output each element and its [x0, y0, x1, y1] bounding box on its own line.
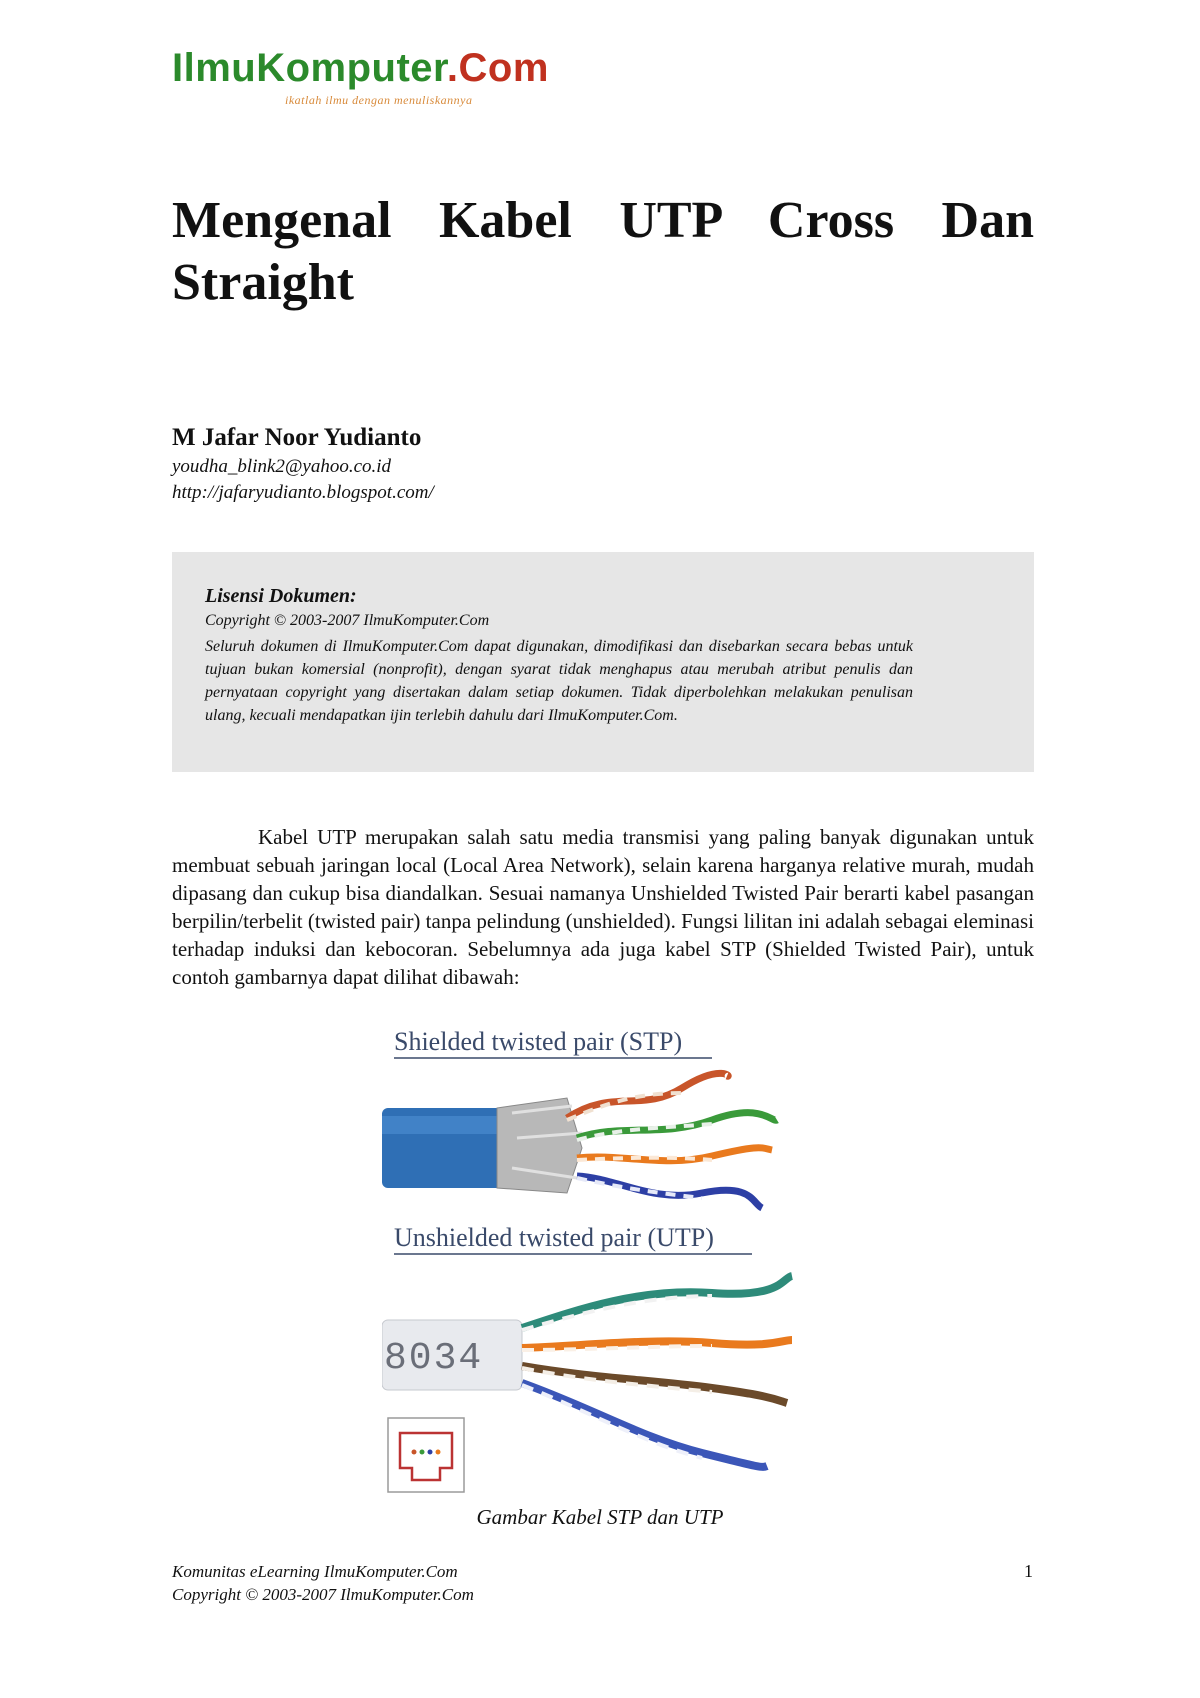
license-copyright: Copyright © 2003-2007 IlmuKomputer.Com	[205, 612, 490, 629]
footer-community: Komunitas eLearning IlmuKomputer.Com	[172, 1562, 458, 1581]
figure-caption: Gambar Kabel STP dan UTP	[476, 1505, 724, 1529]
license-body: Seluruh dokumen di IlmuKomputer.Com dapat digunakan, dimodifikasi dan disebarkan secara bebas untuk tujuan bukan komersial (nonprofit), dengan syarat tidak menghapus atau merubah atribut penulis dan pernyataan copyright yang disertakan dalam setiap dokumen. Tidak diperbolehkan melakukan penulisan ulang, kecuali mendapatkan ijin terlebih dahulu dari IlmuKomputer.Com.	[205, 638, 913, 724]
utp-label: Unshielded twisted pair (UTP)	[394, 1223, 714, 1252]
cable-illustration	[382, 1028, 802, 1498]
body-paragraph: Kabel UTP merupakan salah satu media transmisi yang paling banyak digunakan untuk membuat sebuah jaringan local (Local Area Network), selain karena harganya relative murah, mudah dipasang dan cukup bisa diandalkan. Sesuai namanya Unshielded Twisted Pair berarti kabel pasangan berpilin/terbelit (twisted pair) tanpa pelindung (unshielded). Fungsi lilitan ini adalah sebagai eleminasi terhadap induksi dan kebocoran. Sebelumnya ada juga kabel STP (Shielded Twisted Pair), untuk contoh gambarnya dapat dilihat dibawah:	[172, 825, 1034, 989]
author-email: youdha_blink2@yahoo.co.id	[172, 456, 392, 477]
footer-copyright: Copyright © 2003-2007 IlmuKomputer.Com	[172, 1585, 474, 1604]
author-name: M Jafar Noor Yudianto	[172, 424, 422, 451]
logo-prefix: IlmuKomputer	[172, 46, 447, 90]
author-url: http://jafaryudianto.blogspot.com/	[172, 482, 434, 503]
cable-print: 8034	[384, 1337, 484, 1380]
page-number: 1	[1024, 1561, 1033, 1581]
logo-tagline: ikatlah ilmu dengan menuliskannya	[285, 93, 473, 107]
site-logo	[172, 46, 549, 91]
rj45-connector-icon	[388, 1418, 464, 1492]
stp-cable-image	[382, 1073, 777, 1208]
logo-suffix: .Com	[446, 46, 549, 90]
license-title: Lisensi Dokumen:	[205, 585, 357, 607]
document-title: Mengenal Kabel UTP Cross Dan Straight	[172, 192, 1034, 311]
cable-figure	[382, 1028, 802, 1498]
stp-label: Shielded twisted pair (STP)	[394, 1028, 683, 1056]
